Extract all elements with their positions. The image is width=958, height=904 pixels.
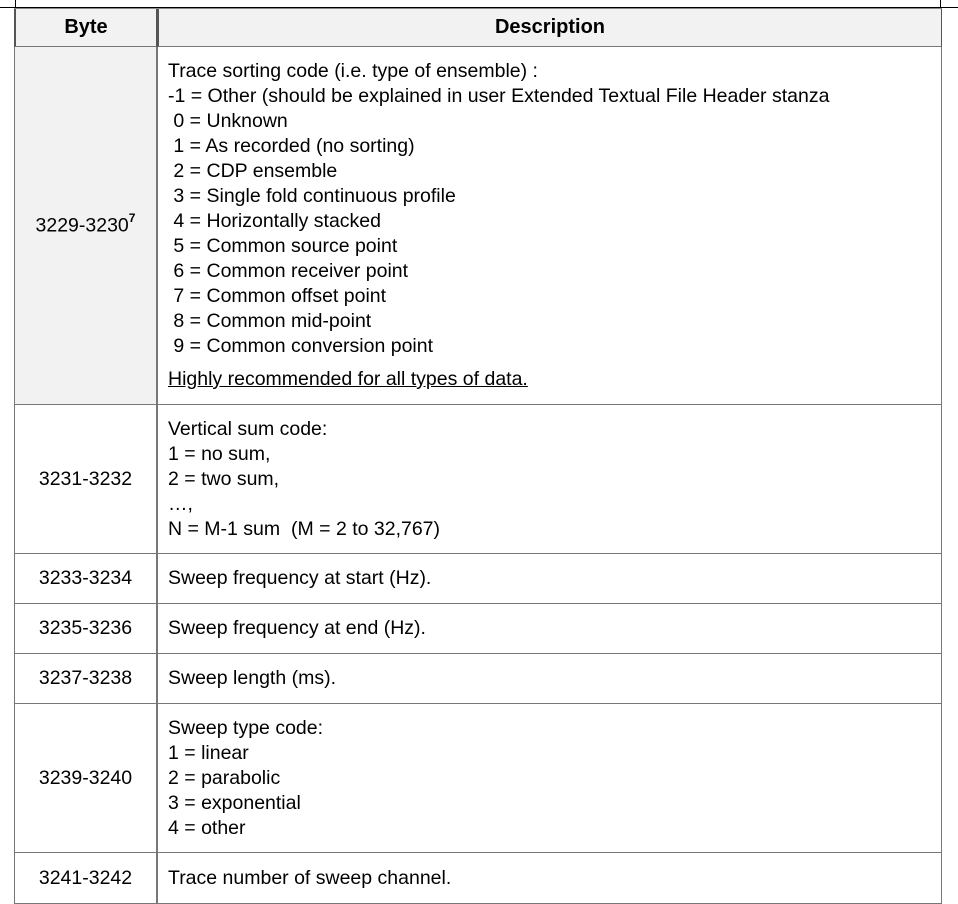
byte-cell: 3241-3242: [14, 853, 157, 904]
description-line: 1 = no sum,: [168, 442, 271, 465]
description-cell: [157, 604, 942, 654]
table-row: [14, 654, 942, 704]
description-cell: [157, 654, 942, 704]
byte-cell: [14, 47, 157, 405]
byte-cell: 3233-3234: [14, 554, 157, 604]
table-row: [14, 47, 942, 405]
byte-range: 3229-3230: [35, 214, 129, 237]
description-line: -1 = Other (should be explained in user Extended Textual File Header stanza: [168, 85, 830, 107]
description-cell: [157, 47, 942, 405]
byte-description-table: [14, 8, 942, 904]
table-continuation-lines: [14, 822, 942, 827]
description-line: 7 = Common offset point: [168, 285, 387, 307]
byte-column-header: Byte: [14, 9, 157, 47]
description-line: 9 = Common conversion point: [168, 335, 434, 357]
description-column-header: Description: [157, 9, 942, 47]
description-line: 1 = linear: [168, 741, 249, 764]
description-cell: [157, 405, 942, 554]
description-line: 4 = other: [168, 816, 246, 839]
description-line: 8 = Common mid-point: [168, 310, 372, 332]
description-line: 6 = Common receiver point: [168, 260, 409, 282]
byte-cell: 3231-3232: [14, 405, 157, 554]
description-line: N = M-1 sum (M = 2 to 32,767): [168, 517, 441, 540]
table-row: [14, 405, 942, 554]
description-line: 3 = exponential: [168, 791, 301, 814]
description-line: 2 = CDP ensemble: [168, 160, 338, 182]
description-line: Sweep frequency at end (Hz).: [168, 617, 426, 639]
table-row: [14, 554, 942, 604]
description-cell: [157, 704, 942, 853]
description-line: Trace sorting code (i.e. type of ensemble) :: [168, 60, 538, 82]
description-cell: [157, 853, 942, 904]
description-line: Sweep frequency at start (Hz).: [168, 567, 432, 589]
top-rule: [0, 0, 958, 8]
table-header-row: [14, 9, 942, 47]
description-line: 5 = Common source point: [168, 235, 398, 257]
recommendation-note: Highly recommended for all types of data.: [168, 368, 528, 390]
description-line: …,: [168, 492, 193, 515]
description-line: Trace number of sweep channel.: [168, 866, 452, 889]
description-line: 2 = parabolic: [168, 766, 281, 789]
description-line: Sweep length (ms).: [168, 667, 336, 689]
description-line: 3 = Single fold continuous profile: [168, 185, 456, 207]
byte-cell: 3237-3238: [14, 654, 157, 704]
byte-cell: 3235-3236: [14, 604, 157, 654]
footnote-marker: 7: [128, 211, 136, 226]
table-row: [14, 704, 942, 853]
description-line: Sweep type code:: [168, 716, 324, 739]
description-line: 0 = Unknown: [168, 110, 288, 132]
table-row: [14, 853, 942, 904]
description-cell: [157, 554, 942, 604]
table-row: [14, 604, 942, 654]
description-line: 4 = Horizontally stacked: [168, 210, 381, 232]
description-line: 2 = two sum,: [168, 467, 280, 490]
description-line: Vertical sum code:: [168, 417, 328, 440]
description-line: 1 = As recorded (no sorting): [168, 135, 415, 157]
byte-cell: 3239-3240: [14, 704, 157, 853]
